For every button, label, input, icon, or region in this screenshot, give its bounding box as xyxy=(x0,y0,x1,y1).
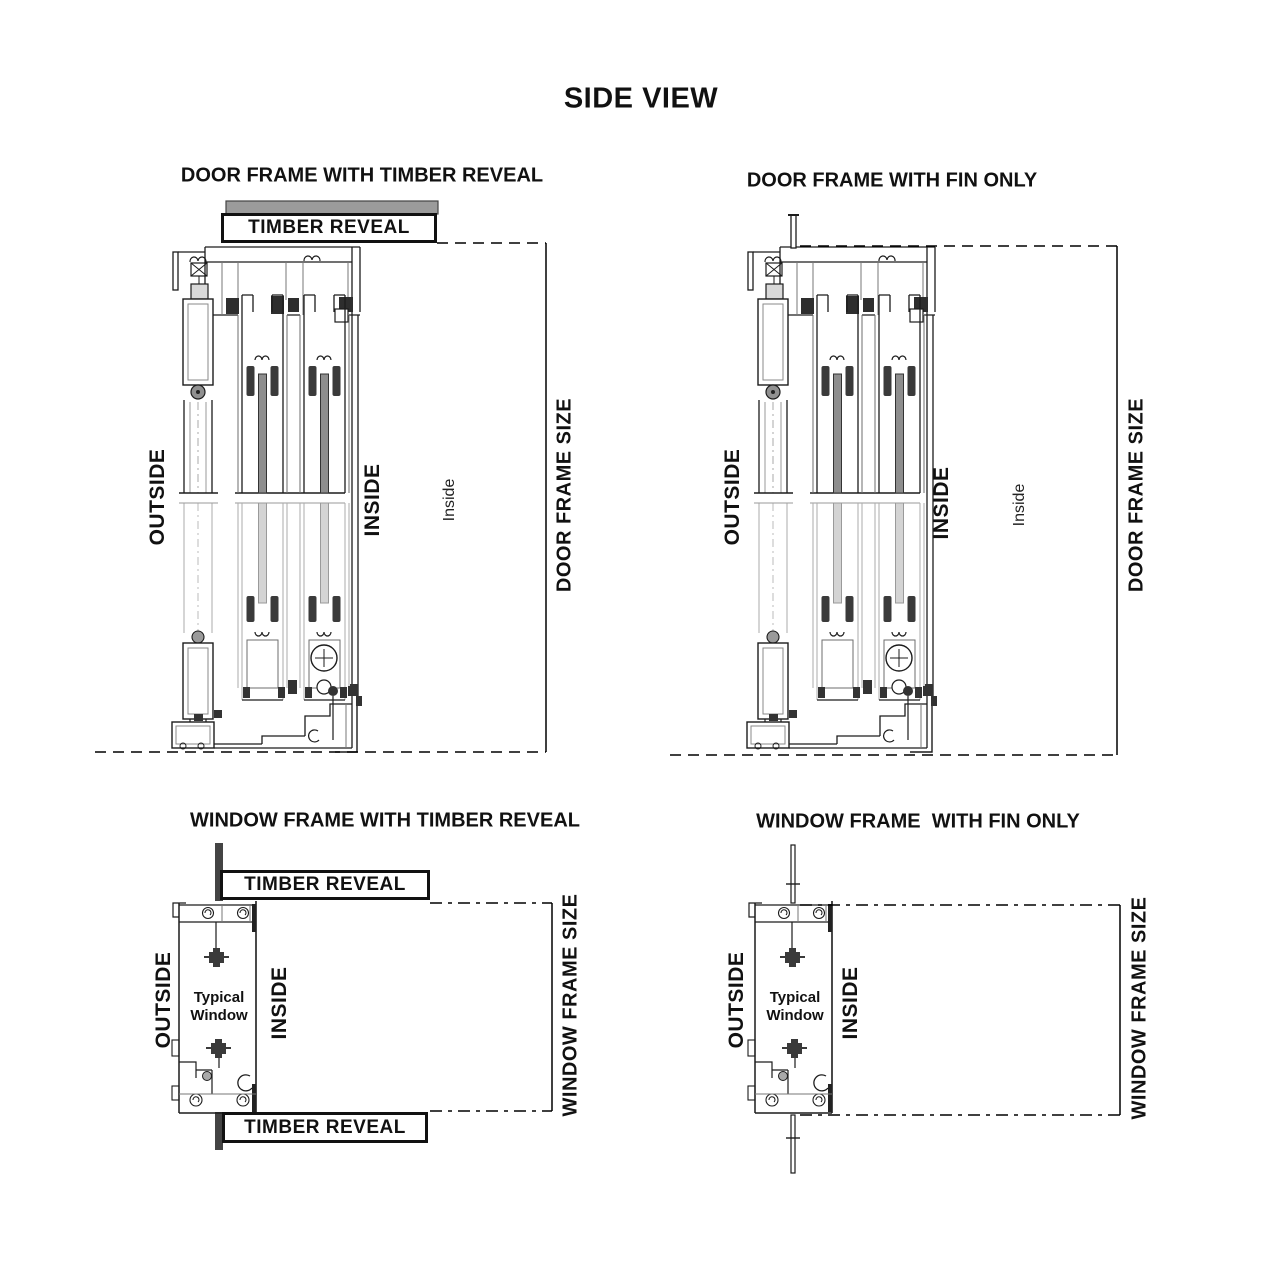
frame-fin xyxy=(791,845,795,903)
door-fin-frame-size-label: DOOR FRAME SIZE xyxy=(1125,397,1148,593)
typical-window-label: Typical Window xyxy=(190,989,248,1024)
timber-reveal-label-box xyxy=(220,870,430,900)
window-timber-title: WINDOW FRAME WITH TIMBER REVEAL xyxy=(190,809,580,832)
window-fin-frame-size-label: WINDOW FRAME SIZE xyxy=(1128,896,1151,1120)
timber-reveal-label: TIMBER REVEAL xyxy=(248,217,410,238)
door-fin-inside-room-label: Inside xyxy=(1011,483,1028,527)
timber-reveal-label-box xyxy=(222,1112,428,1143)
frame-fin xyxy=(791,1115,795,1173)
door-timber-inside-label: INSIDE xyxy=(361,463,384,537)
window-timber-outside-label: OUTSIDE xyxy=(152,951,175,1049)
door-timber-title: DOOR FRAME WITH TIMBER REVEAL xyxy=(180,164,544,187)
door-fin-inside-label: INSIDE xyxy=(930,466,953,540)
page-title: SIDE VIEW xyxy=(563,82,719,115)
frame-fin xyxy=(791,215,796,248)
window-timber-inside-label: INSIDE xyxy=(268,966,291,1040)
typical-window-label: Typical Window xyxy=(766,989,824,1024)
window-fin-outside-label: OUTSIDE xyxy=(725,951,748,1049)
door-fin-title: DOOR FRAME WITH FIN ONLY xyxy=(746,169,1038,192)
timber-reveal-label: TIMBER REVEAL xyxy=(244,874,406,895)
timber-reveal-label-box xyxy=(221,213,437,243)
door-timber-outside-label: OUTSIDE xyxy=(146,448,169,546)
door-timber-inside-room-label: Inside xyxy=(441,478,458,522)
door-fin-outside-label: OUTSIDE xyxy=(721,448,744,546)
window-fin-inside-label: INSIDE xyxy=(839,966,862,1040)
door-timber-frame-size-label: DOOR FRAME SIZE xyxy=(553,397,576,593)
timber-reveal-label: TIMBER REVEAL xyxy=(244,1116,406,1138)
window-fin-title: WINDOW FRAME WITH FIN ONLY xyxy=(756,810,1080,833)
window-timber-frame-size-label: WINDOW FRAME SIZE xyxy=(559,893,582,1117)
